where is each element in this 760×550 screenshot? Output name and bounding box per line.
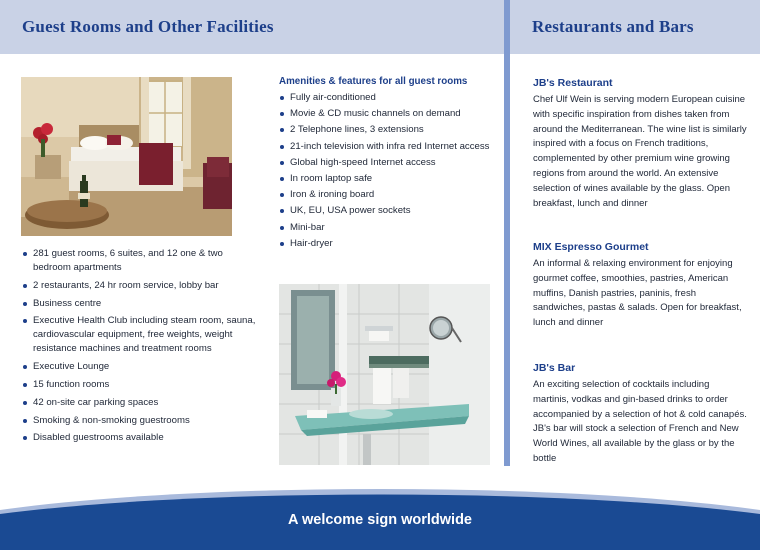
restaurant-name: JB's Restaurant bbox=[533, 77, 613, 89]
restaurants-heading: Restaurants and Bars bbox=[532, 17, 694, 36]
footer-wave bbox=[0, 478, 760, 550]
list-item: Executive Lounge bbox=[21, 360, 256, 374]
facilities-list bbox=[21, 247, 256, 449]
list-item: 42 on-site car parking spaces bbox=[21, 396, 256, 410]
restaurant-description: An informal & relaxing environment for enjoying gourmet coffee, smoothies, pastries, American muffins, Danish pastries, paninis, fresh sandwiches, pastas & salads. Open for breakfast, lunch and dinner bbox=[533, 258, 742, 329]
list-item: Business centre bbox=[21, 297, 256, 311]
list-item: 15 function rooms bbox=[21, 378, 256, 392]
header-left-band bbox=[0, 0, 504, 54]
list-item: Disabled guestrooms available bbox=[21, 431, 256, 445]
restaurant-description: An exciting selection of cocktails including martinis, vodkas and gin-based drinks to order accompanied by a selection of hot & cold canapés. JB's bar will stock a selection of French and New World Wines, all available by the glass or by the bottle bbox=[533, 379, 747, 464]
restaurant-jbs-bar bbox=[533, 362, 747, 467]
header-right-band bbox=[510, 0, 760, 54]
list-item: Hair-dryer bbox=[278, 237, 493, 251]
list-item: Movie & CD music channels on demand bbox=[278, 107, 493, 121]
list-item: Global high-speed Internet access bbox=[278, 156, 493, 170]
list-item: Fully air-conditioned bbox=[278, 91, 493, 105]
restaurant-name: JB's Bar bbox=[533, 362, 576, 374]
list-item: 281 guest rooms, 6 suites, and 12 one & two bedroom apartments bbox=[21, 247, 256, 275]
amenities-list bbox=[278, 91, 493, 253]
list-item: Executive Health Club including steam room, sauna, cardiovascular equipment, free weights, weight resistance machines and treatment rooms bbox=[21, 314, 256, 356]
bathroom-photo bbox=[279, 284, 490, 465]
list-item: UK, EU, USA power sockets bbox=[278, 204, 493, 218]
list-item: In room laptop safe bbox=[278, 172, 493, 186]
list-item: Mini-bar bbox=[278, 221, 493, 235]
restaurant-jbs bbox=[533, 77, 747, 211]
list-item: Iron & ironing board bbox=[278, 188, 493, 202]
list-item: 21-inch television with infra red Internet access bbox=[278, 140, 493, 154]
restaurant-name: MIX Espresso Gourmet bbox=[533, 241, 649, 253]
guest-rooms-heading: Guest Rooms and Other Facilities bbox=[22, 17, 274, 36]
guest-room-photo bbox=[21, 77, 232, 236]
list-item: 2 Telephone lines, 3 extensions bbox=[278, 123, 493, 137]
footer-tagline: A welcome sign worldwide bbox=[288, 512, 472, 528]
list-item: Smoking & non-smoking guestrooms bbox=[21, 414, 256, 428]
amenities-heading: Amenities & features for all guest rooms bbox=[279, 76, 468, 87]
restaurant-description: Chef Ulf Wein is serving modern European cuisine with specific inspiration from dishes taken from around the Mediterranean. The wine list is similarly inspired with a focus on French traditions, complemented by other premium wine growing regions from around the world. An extensive selection of wines available by the glass. Open breakfast, lunch and dinner bbox=[533, 94, 747, 209]
column-divider bbox=[504, 0, 510, 466]
list-item: 2 restaurants, 24 hr room service, lobby bar bbox=[21, 279, 256, 293]
restaurant-mix bbox=[533, 241, 747, 331]
